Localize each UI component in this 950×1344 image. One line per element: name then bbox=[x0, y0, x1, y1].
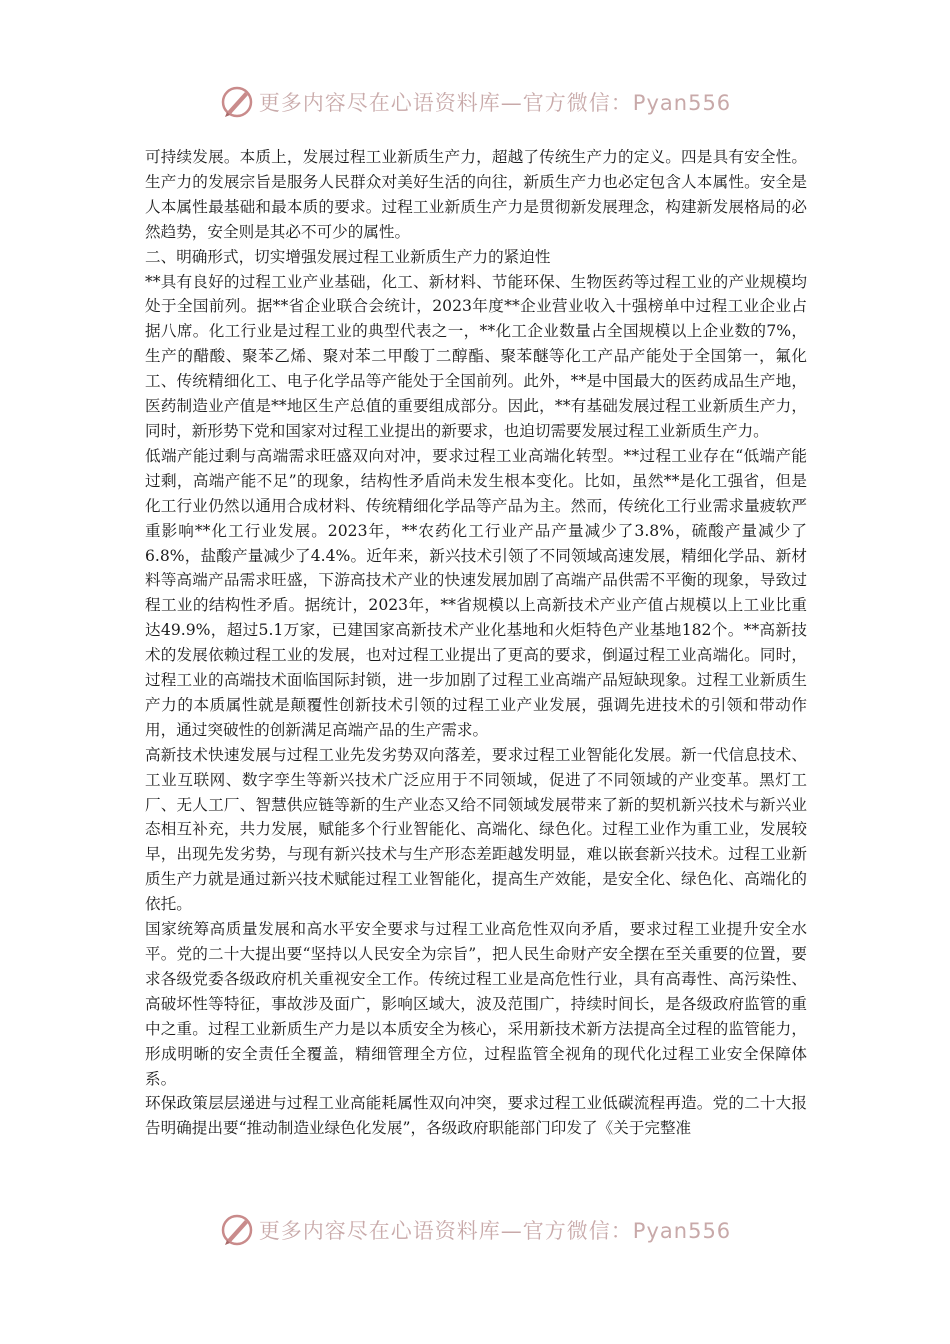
paragraph: 环保政策层层递进与过程工业高能耗属性双向冲突，要求过程工业低碳流程再造。党的二十大报告明确提出要“推动制造业绿色化发展”，各级政府职能部门印发了《关于完整准 bbox=[145, 1094, 807, 1138]
header-watermark bbox=[0, 82, 950, 122]
paragraph: 高新技术快速发展与过程工业先发劣势双向落差，要求过程工业智能化发展。新一代信息技术、工业互联网、数字孪生等新兴技术广泛应用于不同领域，促进了不同领域的产业变革。黑灯工厂、无人工厂、智慧供应链等新的生产业态又给不同领域发展带来了新的契机新兴技术与新兴业态相互补充，共力发展，赋能多个行业智能化、高端化、绿色化。过程工业作为重工业，发展较早，出现先发劣势，与现有新兴技术与生产形态差距越发明显，难以嵌套新兴技术。过程工业新质生产力就是通过新兴技术赋能过程工业智能化，提高生产效能，是安全化、绿色化、高端化的依托。 bbox=[145, 745, 807, 914]
paragraph: **具有良好的过程工业产业基础，化工、新材料、节能环保、生物医药等过程工业的产业规模均处于全国前列。据**省企业联合会统计，2023年度**企业营业收入十强榜单中过程工业企业占据八席。化工行业是过程工业的典型代表之一，**化工企业数量占全国规模以上企业数的7%，生产的醋酸、聚苯乙烯、聚对苯二甲酸丁二醇酯、聚苯醚等化工产品产能处于全国第一，氟化工、传统精细化工、电子化学品等产能处于全国前列。此外，**是中国最大的医药成品生产地，医药制造业产值是**地区生产总值的重要组成部分。因此，**有基础发展过程工业新质生产力，同时，新形势下党和国家对过程工业提出的新要求，也迫切需要发展过程工业新质生产力。 bbox=[145, 272, 807, 440]
document-body bbox=[145, 145, 807, 1141]
paragraph: 国家统筹高质量发展和高水平安全要求与过程工业高危性双向矛盾，要求过程工业提升安全水平。党的二十大提出要“坚持以人民安全为宗旨”，把人民生命财产安全摆在至关重要的位置，要求各级党委各级政府机关重视安全工作。传统过程工业是高危性行业，具有高毒性、高污染性、高破坏性等特征，事故涉及面广，影响区域大，波及范围广，持续时间长，是各级政府监管的重中之重。过程工业新质生产力是以本质安全为核心，采用新技术新方法提高全过程的监管能力，形成明晰的安全责任全覆盖，精细管理全方位，过程监管全视角的现代化过程工业安全保障体系。 bbox=[145, 920, 807, 1088]
footer-banner-text: 更多内容尽在心语资料库—官方微信：Pyan556 bbox=[258, 1219, 732, 1243]
paragraph: 可持续发展。本质上，发展过程工业新质生产力，超越了传统生产力的定义。四是具有安全性。生产力的发展宗旨是服务人民群众对美好生活的向往，新质生产力也必定包含人本属性。安全是人本属性最基础和最本质的要求。过程工业新质生产力是贯彻新发展理念，构建新发展格局的必然趋势，安全则是其必不可少的属性。 bbox=[145, 148, 807, 241]
pen-logo-icon bbox=[219, 84, 255, 120]
paragraph: 低端产能过剩与高端需求旺盛双向对冲，要求过程工业高端化转型。**过程工业存在“低端产能过剩，高端产能不足”的现象，结构性矛盾尚未发生根本变化。比如，虽然**是化工强省，但是化工行业仍然以通用合成材料、传统精细化学品等产品为主。然而，传统化工行业需求量疲软严重影响**化工行业发展。2023年，**农药化工行业产品产量减少了3.8%，硫酸产量减少了6.8%，盐酸产量减少了4.4%。近年来，新兴技术引领了不同领域高速发展，精细化学品、新材料等高端产品需求旺盛，下游高技术产业的快速发展加剧了高端产品供需不平衡的现象，导致过程工业的结构性矛盾。据统计，2023年，**省规模以上高新技术产业产值占规模以上工业比重达49.9%，超过5.1万家，已建国家高新技术产业化基地和火炬特色产业基地182个。**高新技术的发展依赖过程工业的发展，也对过程工业提出了更高的要求，倒逼过程工业高端化。同时，过程工业的高端技术面临国际封锁，进一步加剧了过程工业高端产品短缺现象。过程工业新质生产力的本质属性就是颠覆性创新技术引领的过程工业产业发展，强调先进技术的引领和带动作用，通过突破性的创新满足高端产品的生产需求。 bbox=[145, 446, 807, 739]
section-heading: 二、明确形式，切实增强发展过程工业新质生产力的紧迫性 bbox=[145, 247, 551, 266]
header-banner-text: 更多内容尽在心语资料库—官方微信：Pyan556 bbox=[258, 91, 732, 115]
footer-watermark bbox=[0, 1210, 950, 1250]
pen-logo-icon bbox=[219, 1212, 255, 1248]
